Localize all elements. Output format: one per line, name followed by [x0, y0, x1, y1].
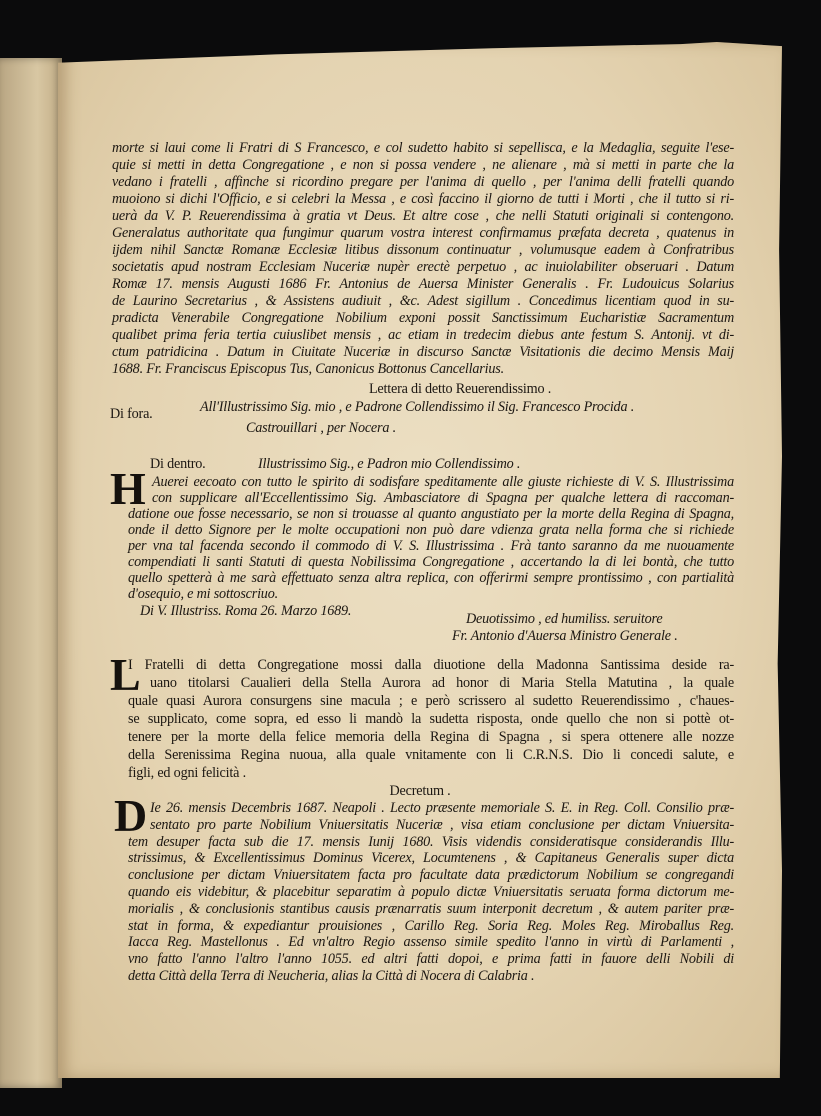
- text-line: con supplicare all'Eccellentissimo Sig. Ambasciatore di Spagna per qualche lettera di raccoman-: [152, 490, 734, 506]
- text-line: datione oue fosse necessario, se non si trouasse al quanto angustiato per la morte della Regina di Spagna,: [128, 506, 734, 522]
- text-line: stat in forma, & expediantur prouisiones , Carillo Reg. Soria Reg. Moles Reg. Miroballus Reg.: [128, 917, 734, 934]
- facing-page-edge: [0, 58, 62, 1088]
- text-line: tenere per la morte della felice memoria della Regina di Spagna , si spera ottenere alle nozze: [128, 729, 734, 745]
- text-line: muoiono si dichi l'Officio, e si celebri la Messa , e così faccino il giorno de tutti i Morti , che il tutto si ri-: [112, 191, 734, 207]
- text-line: vedano i fratelli , affinche si ricordino pregare per l'anima di quello , per l'anima delli fratelli quando: [112, 174, 734, 190]
- dropcap-l: L: [110, 649, 141, 700]
- dropcap-d: D: [114, 790, 148, 841]
- text-line: uerà da V. P. Reuerendissima à gratia vt Deus. Et altre cose , che nelli Statuti originali si contengono.: [112, 208, 734, 224]
- text-line: della Serenissima Regina nuoua, alla quale vnitamente con li C.R.N.S. Dio li concedi salute, e: [128, 747, 734, 763]
- text-line: quie si metti in detta Congregatione , e non si possa vendere , ne alienare , mà si metti in parte che la: [112, 157, 734, 173]
- text-line: sentato pro parte Nobilium Vniuersitatis Nuceriæ , visa etiam conclusione per dictam Vniuersita-: [150, 816, 734, 833]
- text-line: pradicta Venerabile Congregatione Nobilium exponi possit Sanctissimum Eucharistiæ Sacramentum: [112, 310, 734, 326]
- letter-title: Lettera di detto Reuerendissimo .: [368, 381, 552, 397]
- closing: Deuotissimo , ed humiliss. seruitore: [466, 611, 663, 627]
- text-line: qualibet prima feria tertia cuiuslibet mensis , ac etiam in tredecim diebus ante festum S. Antonij. vt di-: [112, 327, 734, 343]
- address-line: All'Illustrissimo Sig. mio , e Padrone Collendissimo il Sig. Francesco Procida .: [200, 399, 635, 415]
- place-date: Di V. Illustriss. Roma 26. Marzo 1689.: [140, 603, 352, 619]
- signature: Fr. Antonio d'Auersa Ministro Generale .: [452, 628, 678, 644]
- text-line: Ie 26. mensis Decembris 1687. Neapoli . Lecto præsente memoriale S. E. in Reg. Coll. Consilio præ-: [150, 800, 734, 816]
- text-line: onde il detto Signore per le molte occupationi non può dare vdienza grata nella forma che si richiede: [128, 522, 734, 538]
- text-line: morialis , & conclusionis stantibus causis prænarratis suum interponit decretum , & autem pariter præ-: [128, 900, 734, 917]
- text-line: detta Città della Terra di Neucheria, alias la Città di Nocera di Calabria .: [128, 968, 535, 984]
- text-line: conclusione per dictam Vniuersitatem facta pro facultate data prædictorum Nobilium se congregandi: [128, 867, 734, 884]
- decree-title: Decretum .: [389, 783, 451, 799]
- address-line: Castrouillari , per Nocera .: [246, 420, 396, 436]
- text-line: tem desuper facta sub die 17. mensis Iunij 1680. Visis videndis consideratisque considerandis Illu-: [128, 833, 734, 850]
- text-line: strissimus, & Excellentissimus Dominus Vicerex, Locumtenens , & Capitaneus Generalis super dicta: [128, 850, 734, 867]
- dentro-label: Di dentro.: [150, 456, 206, 472]
- text-line: compendiati li santi Statuti di questa Nobilissima Congregatione , accertando la di lei bontà, che tutto: [128, 554, 734, 570]
- text-line: morte si laui come li Fratri di S Francesco, e col sudetto habito si sepellisca, e la Medaglia, seguite l'ese-: [112, 140, 734, 156]
- text-line: vno fatto l'anno l'altro l'anno 1055. ed altri fatti dopoi, e prima fatti in fauore delli Nobili di: [128, 951, 734, 968]
- text-line: figli, ed ogni felicità .: [128, 765, 246, 781]
- text-line: quale quasi Aurora consurgens sine macula ; e però scrissero al sudetto Reuerendissimo , c'haues-: [128, 693, 734, 709]
- fora-label: Di fora.: [110, 406, 153, 422]
- text-line: Generalatus authoritate qua fungimur quarum vostra interest confirmamus præfata decreta , quatenus in: [112, 225, 734, 241]
- text-line: societatis apud nostram Ecclesiam Nuceriæ nupèr erectè perpetuo , ac inuiolabiliter obseruari . Datum: [112, 259, 734, 275]
- text-line: uano titolarsi Caualieri della Stella Aurora ad honor di Maria Stella Matutina , la quale: [150, 675, 734, 691]
- text-line: d'osequio, e mi sottoscriuo.: [128, 586, 278, 602]
- salutation: Illustrissimo Sig., e Padron mio Collendissimo .: [258, 456, 521, 472]
- text-line: 1688. Fr. Franciscus Episcopus Tus, Canonicus Bottonus Cancellarius.: [112, 361, 504, 377]
- text-line: de Laurino Secretarius , & Assistens audiuit , &c. Adest sigillum . Concedimus licentiam quod in su-: [112, 293, 734, 309]
- text-line: ijdem nihil Sanctæ Romanæ Ecclesiæ litibus dissonum continuatur , volumusque eadem à Confratribus: [112, 242, 734, 258]
- dropcap-h: H: [110, 463, 146, 514]
- text-line: quando eis videbitur, & placebitur separatim à populo dictæ Vniuersitatis seruata forma dictorum me-: [128, 884, 734, 900]
- text-line: per vna tal facenda secondo il commodo di V. S. Illustrissima . Frà tanto saranno da me nuouamente: [128, 538, 734, 554]
- text-line: Romæ 17. mensis Augusti 1686 Fr. Antonius de Auersa Minister Generalis . Fr. Ludouicus Solarius: [112, 276, 734, 292]
- text-line: Auerei eecoato con tutto le spirito di sodisfare speditamente alle giuste richieste di V. S. Illustrissima: [152, 474, 734, 490]
- text-line: quello spetterà à me sarà effettuato senza altra replica, con offerirmi sempre prontissimo , con partialità: [128, 570, 734, 586]
- text-line: Iacca Reg. Mastellonus . Ed vn'altro Regio assenso simile spedito l'anno in virtù di Parlamenti ,: [128, 934, 734, 951]
- text-line: I Fratelli di detta Congregatione mossi dalla diuotione della Madonna Santissima deside ra-: [128, 657, 734, 673]
- text-line: ctum patridicina . Datum in Ciuitate Nuceriæ in discurso Sanctæ Visitationis die decimo Mensis Maij: [112, 344, 734, 360]
- text-line: se supplicato, come sopra, ed esso li mandò la sudetta risposta, onde quello che non si pottè ot-: [128, 711, 734, 727]
